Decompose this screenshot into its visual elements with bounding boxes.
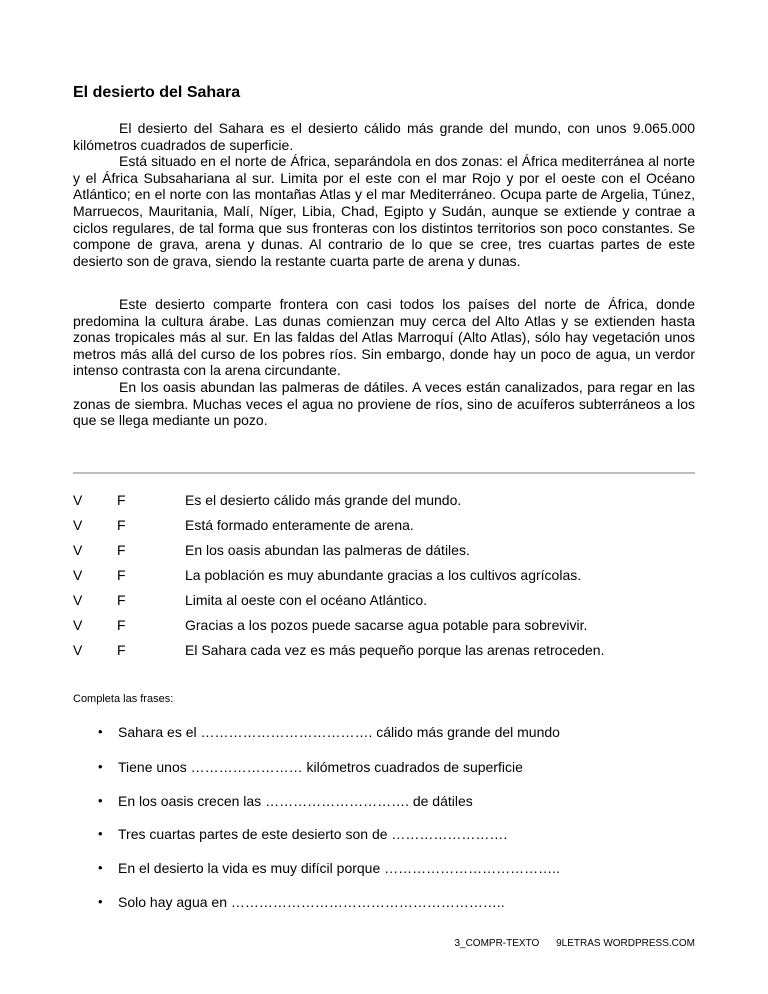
fill-in-sentence[interactable]: Sahara es el ………………………………. cálido más grande del mundo	[118, 724, 560, 740]
bullet-icon: •	[98, 759, 103, 774]
text-block-2	[73, 296, 695, 429]
fill-in-sentence[interactable]: Tres cuartas partes de este desierto son de …………………….	[118, 826, 508, 842]
fill-in-sentence[interactable]: Solo hay agua en …………………………………………………..	[118, 894, 505, 910]
fill-in-sentence[interactable]: Tiene unos …………………… kilómetros cuadrados de superficie	[118, 759, 523, 775]
paragraph: Está situado en el norte de África, separándola en dos zonas: el África mediterránea al norte y el África Subsahariana al sur. Limita por el este con el mar Rojo y por el oeste con el Océano Atlántico; en el norte con las montañas Atlas y el mar Mediterráneo. Ocupa parte de Argelia, Túnez, Marruecos, Mauritania, Malí, Níger, Libia, Chad, Egipto y Sudán, aunque se extiende y contrae a ciclos regulares, de tal forma que sus fronteras con los distintos territorios son poco constantes. Se compone de grava, arena y dunas. Al contrario de lo que se cree, tres cuartas partes de este desierto son de grava, siendo la restante cuarta parte de arena y dunas.	[73, 153, 695, 269]
bullet-icon: •	[98, 894, 103, 909]
false-option[interactable]: F	[117, 542, 126, 558]
false-option[interactable]: F	[117, 517, 126, 533]
true-option[interactable]: V	[73, 567, 83, 583]
bullet-icon: •	[98, 826, 103, 841]
fill-in-sentence[interactable]: En el desierto la vida es muy difícil porque ………………………………..	[118, 860, 560, 876]
true-option[interactable]: V	[73, 617, 83, 633]
false-option[interactable]: F	[117, 492, 126, 508]
true-false-row	[73, 541, 695, 559]
divider	[73, 472, 695, 474]
true-option[interactable]: V	[73, 492, 83, 508]
paragraph: Este desierto comparte frontera con casi todos los países del norte de África, donde predomina la cultura árabe. Las dunas comienzan muy cerca del Alto Atlas y se extienden hasta zonas tropicales más al sur. En las faldas del Atlas Marroquí (Alto Atlas), sólo hay vegetación unos metros más allá del curso de los pobres ríos. Sin embargo, donde hay un poco de agua, un verdor intenso contrasta con la arena circundante.	[73, 296, 695, 379]
true-false-row	[73, 641, 695, 659]
statement: Gracias a los pozos puede sacarse agua potable para sobrevivir.	[185, 617, 588, 633]
page-footer	[454, 938, 695, 949]
instructions: Completa las frases:	[73, 693, 174, 705]
true-option[interactable]: V	[73, 542, 83, 558]
true-false-row	[73, 491, 695, 509]
bullet-icon: •	[98, 860, 103, 875]
false-option[interactable]: F	[117, 567, 126, 583]
true-false-row	[73, 591, 695, 609]
true-option[interactable]: V	[73, 642, 83, 658]
bullet-icon: •	[98, 724, 103, 739]
false-option[interactable]: F	[117, 642, 126, 658]
page-title: El desierto del Sahara	[73, 84, 241, 101]
statement: Limita al oeste con el océano Atlántico.	[185, 592, 428, 608]
statement: El Sahara cada vez es más pequeño porque las arenas retroceden.	[185, 642, 605, 658]
fill-in-sentence[interactable]: En los oasis crecen las …………………………. de dátiles	[118, 793, 473, 809]
statement: En los oasis abundan las palmeras de dátiles.	[185, 542, 470, 558]
true-option[interactable]: V	[73, 517, 83, 533]
true-false-row	[73, 566, 695, 584]
statement: Está formado enteramente de arena.	[185, 517, 414, 533]
footer-site: 9LETRAS WORDPRESS.COM	[556, 938, 695, 949]
false-option[interactable]: F	[117, 592, 126, 608]
true-false-row	[73, 616, 695, 634]
footer-code: 3_COMPR-TEXTO	[454, 938, 540, 949]
true-false-row	[73, 516, 695, 534]
bullet-icon: •	[98, 793, 103, 808]
paragraph: En los oasis abundan las palmeras de dátiles. A veces están canalizados, para regar en las zonas de siembra. Muchas veces el agua no proviene de ríos, sino de acuíferos subterráneos a los que se llega mediante un pozo.	[73, 378, 695, 429]
true-option[interactable]: V	[73, 592, 83, 608]
statement: La población es muy abundante gracias a los cultivos agrícolas.	[185, 567, 582, 583]
text-block-1	[73, 120, 695, 269]
false-option[interactable]: F	[117, 617, 126, 633]
paragraph: El desierto del Sahara es el desierto cálido más grande del mundo, con unos 9.065.000 kilómetros cuadrados de superficie.	[73, 120, 695, 153]
statement: Es el desierto cálido más grande del mundo.	[185, 492, 462, 508]
